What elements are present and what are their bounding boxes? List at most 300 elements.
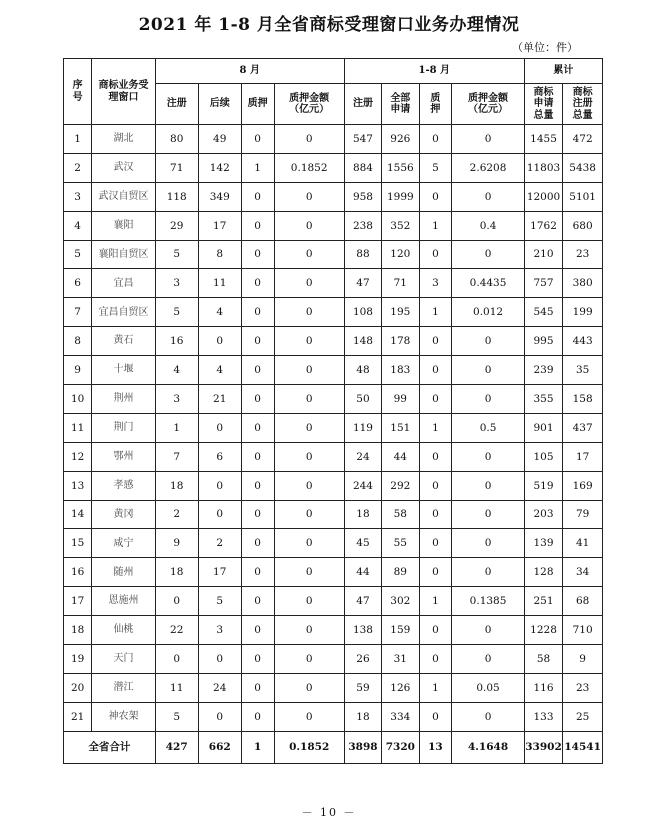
cell-cum-reg: 199 [563, 298, 603, 327]
cell-ytd-all: 292 [382, 471, 419, 500]
cell-seq: 19 [64, 645, 92, 674]
cell-aug-follow: 17 [198, 211, 241, 240]
cell-region: 宜昌 [92, 269, 155, 298]
cell-aug-pledge: 0 [241, 529, 274, 558]
cell-ytd-reg: 50 [344, 385, 381, 414]
cell-aug-pledge: 0 [241, 442, 274, 471]
cell-aug-pledge: 0 [241, 702, 274, 731]
cell-ytd-all: 31 [382, 645, 419, 674]
cell-aug-reg: 3 [155, 385, 198, 414]
cell-ytd-all: 126 [382, 673, 419, 702]
header-ytd-amount: 质押金额（亿元） [452, 84, 524, 125]
cell-ytd-reg: 138 [344, 616, 381, 645]
cell-ytd-pledge: 0 [419, 616, 452, 645]
cell-region: 十堰 [92, 356, 155, 385]
cell-ytd-all: 926 [382, 125, 419, 154]
cell-cum-reg: 5101 [563, 182, 603, 211]
cell-seq: 15 [64, 529, 92, 558]
cell-seq: 6 [64, 269, 92, 298]
header-ytd-all: 全部申请 [382, 84, 419, 125]
cell-aug-reg: 22 [155, 616, 198, 645]
cell-cum-reg: 34 [563, 558, 603, 587]
cell-ytd-all: 334 [382, 702, 419, 731]
cell-cum-reg: 710 [563, 616, 603, 645]
unit-label: （单位：件） [512, 41, 578, 54]
total-aug-reg: 427 [155, 731, 198, 763]
table-row [64, 413, 603, 442]
cell-aug-reg: 18 [155, 471, 198, 500]
cell-region: 襄阳 [92, 211, 155, 240]
cell-cum-apply: 203 [524, 500, 562, 529]
cell-ytd-all: 120 [382, 240, 419, 269]
cell-ytd-amount: 0 [452, 558, 524, 587]
cell-ytd-pledge: 0 [419, 125, 452, 154]
cell-aug-pledge: 0 [241, 269, 274, 298]
total-aug-follow: 662 [198, 731, 241, 763]
cell-ytd-reg: 547 [344, 125, 381, 154]
cell-aug-amount: 0 [274, 587, 344, 616]
cell-ytd-reg: 47 [344, 269, 381, 298]
cell-cum-apply: 210 [524, 240, 562, 269]
cell-aug-reg: 9 [155, 529, 198, 558]
cell-ytd-pledge: 0 [419, 240, 452, 269]
cell-ytd-pledge: 0 [419, 356, 452, 385]
cell-aug-reg: 7 [155, 442, 198, 471]
cell-aug-pledge: 0 [241, 327, 274, 356]
cell-ytd-pledge: 1 [419, 673, 452, 702]
cell-cum-reg: 680 [563, 211, 603, 240]
header-ytd-pledge: 质押 [419, 84, 452, 125]
cell-seq: 12 [64, 442, 92, 471]
cell-ytd-reg: 119 [344, 413, 381, 442]
cell-aug-pledge: 0 [241, 500, 274, 529]
cell-ytd-amount: 0 [452, 442, 524, 471]
cell-cum-apply: 105 [524, 442, 562, 471]
page-number: － 10 － [301, 806, 357, 819]
table-row [64, 327, 603, 356]
header-seq: 序号 [64, 59, 92, 125]
cell-ytd-amount: 0 [452, 356, 524, 385]
cell-ytd-reg: 884 [344, 153, 381, 182]
cell-aug-amount: 0 [274, 645, 344, 674]
cell-ytd-pledge: 0 [419, 385, 452, 414]
cell-aug-follow: 24 [198, 673, 241, 702]
cell-ytd-all: 99 [382, 385, 419, 414]
cell-ytd-amount: 0.012 [452, 298, 524, 327]
cell-aug-follow: 4 [198, 356, 241, 385]
table-row [64, 211, 603, 240]
table-row [64, 385, 603, 414]
header-aug-pledge: 质押 [241, 84, 274, 125]
cell-ytd-reg: 148 [344, 327, 381, 356]
cell-aug-amount: 0 [274, 356, 344, 385]
table-row [64, 182, 603, 211]
cell-aug-follow: 8 [198, 240, 241, 269]
cell-aug-follow: 11 [198, 269, 241, 298]
cell-aug-amount: 0 [274, 385, 344, 414]
cell-seq: 20 [64, 673, 92, 702]
cell-aug-reg: 118 [155, 182, 198, 211]
cell-ytd-reg: 18 [344, 702, 381, 731]
cell-ytd-all: 1999 [382, 182, 419, 211]
table-row [64, 240, 603, 269]
cell-ytd-pledge: 0 [419, 471, 452, 500]
cell-aug-amount: 0 [274, 125, 344, 154]
cell-region: 潜江 [92, 673, 155, 702]
cell-region: 随州 [92, 558, 155, 587]
table-row [64, 471, 603, 500]
cell-ytd-reg: 26 [344, 645, 381, 674]
cell-region: 鄂州 [92, 442, 155, 471]
cell-aug-reg: 5 [155, 298, 198, 327]
cell-seq: 1 [64, 125, 92, 154]
header-window: 商标业务受理窗口 [92, 59, 155, 125]
cell-aug-pledge: 0 [241, 645, 274, 674]
table-row [64, 153, 603, 182]
cell-seq: 8 [64, 327, 92, 356]
cell-aug-reg: 0 [155, 587, 198, 616]
cell-ytd-pledge: 0 [419, 702, 452, 731]
cell-ytd-pledge: 5 [419, 153, 452, 182]
total-ytd-amount: 4.1648 [452, 731, 524, 763]
cell-seq: 3 [64, 182, 92, 211]
table-row [64, 645, 603, 674]
cell-ytd-reg: 18 [344, 500, 381, 529]
cell-aug-amount: 0 [274, 558, 344, 587]
cell-aug-reg: 4 [155, 356, 198, 385]
cell-ytd-all: 89 [382, 558, 419, 587]
cell-region: 仙桃 [92, 616, 155, 645]
cell-cum-apply: 239 [524, 356, 562, 385]
cell-cum-apply: 757 [524, 269, 562, 298]
cell-aug-follow: 0 [198, 702, 241, 731]
cell-seq: 14 [64, 500, 92, 529]
cell-aug-reg: 5 [155, 702, 198, 731]
cell-cum-reg: 79 [563, 500, 603, 529]
cell-region: 宜昌自贸区 [92, 298, 155, 327]
table-row [64, 298, 603, 327]
cell-aug-pledge: 0 [241, 673, 274, 702]
cell-cum-apply: 116 [524, 673, 562, 702]
cell-aug-pledge: 1 [241, 153, 274, 182]
page-title: 2021 年 1-8 月全省商标受理窗口业务办理情况 [138, 15, 520, 35]
cell-aug-amount: 0 [274, 471, 344, 500]
cell-ytd-pledge: 1 [419, 211, 452, 240]
cell-aug-follow: 0 [198, 645, 241, 674]
cell-region: 咸宁 [92, 529, 155, 558]
cell-region: 天门 [92, 645, 155, 674]
cell-cum-reg: 41 [563, 529, 603, 558]
cell-ytd-amount: 0 [452, 645, 524, 674]
cell-ytd-pledge: 0 [419, 558, 452, 587]
cell-aug-amount: 0 [274, 529, 344, 558]
cell-aug-follow: 4 [198, 298, 241, 327]
cell-ytd-reg: 44 [344, 558, 381, 587]
cell-aug-pledge: 0 [241, 211, 274, 240]
cell-aug-amount: 0 [274, 413, 344, 442]
cell-cum-apply: 1762 [524, 211, 562, 240]
cell-cum-reg: 169 [563, 471, 603, 500]
cell-ytd-all: 178 [382, 327, 419, 356]
cell-seq: 2 [64, 153, 92, 182]
cell-seq: 18 [64, 616, 92, 645]
cell-aug-reg: 11 [155, 673, 198, 702]
total-ytd-pledge: 13 [419, 731, 452, 763]
cell-aug-amount: 0.1852 [274, 153, 344, 182]
cell-aug-amount: 0 [274, 211, 344, 240]
total-aug-pledge: 1 [241, 731, 274, 763]
cell-cum-reg: 380 [563, 269, 603, 298]
cell-ytd-amount: 0 [452, 500, 524, 529]
cell-aug-follow: 349 [198, 182, 241, 211]
cell-cum-apply: 1455 [524, 125, 562, 154]
cell-aug-follow: 0 [198, 471, 241, 500]
cell-aug-reg: 80 [155, 125, 198, 154]
total-cum-apply: 33902 [524, 731, 562, 763]
cell-ytd-reg: 59 [344, 673, 381, 702]
cell-aug-follow: 142 [198, 153, 241, 182]
cell-ytd-reg: 238 [344, 211, 381, 240]
header-cum-reg: 商标注册总量 [563, 84, 603, 125]
cell-region: 湖北 [92, 125, 155, 154]
cell-ytd-all: 58 [382, 500, 419, 529]
cell-region: 荆门 [92, 413, 155, 442]
cell-ytd-amount: 0.5 [452, 413, 524, 442]
table-row [64, 616, 603, 645]
cell-aug-reg: 1 [155, 413, 198, 442]
cell-aug-pledge: 0 [241, 298, 274, 327]
cell-aug-follow: 2 [198, 529, 241, 558]
cell-ytd-reg: 24 [344, 442, 381, 471]
cell-ytd-amount: 0.4 [452, 211, 524, 240]
cell-cum-apply: 901 [524, 413, 562, 442]
cell-cum-reg: 472 [563, 125, 603, 154]
cell-cum-apply: 1228 [524, 616, 562, 645]
cell-aug-reg: 16 [155, 327, 198, 356]
cell-cum-apply: 12000 [524, 182, 562, 211]
cell-ytd-amount: 2.6208 [452, 153, 524, 182]
cell-aug-pledge: 0 [241, 471, 274, 500]
cell-aug-pledge: 0 [241, 356, 274, 385]
cell-cum-reg: 23 [563, 673, 603, 702]
cell-cum-reg: 9 [563, 645, 603, 674]
cell-cum-reg: 23 [563, 240, 603, 269]
cell-aug-pledge: 0 [241, 240, 274, 269]
cell-aug-pledge: 0 [241, 616, 274, 645]
cell-ytd-all: 71 [382, 269, 419, 298]
cell-cum-reg: 25 [563, 702, 603, 731]
cell-aug-follow: 6 [198, 442, 241, 471]
cell-region: 恩施州 [92, 587, 155, 616]
cell-region: 孝感 [92, 471, 155, 500]
total-ytd-reg: 3898 [344, 731, 381, 763]
cell-region: 黄冈 [92, 500, 155, 529]
cell-ytd-amount: 0 [452, 182, 524, 211]
header-cum-group: 累计 [524, 59, 602, 84]
cell-region: 荆州 [92, 385, 155, 414]
cell-cum-apply: 58 [524, 645, 562, 674]
cell-seq: 21 [64, 702, 92, 731]
cell-cum-reg: 35 [563, 356, 603, 385]
cell-ytd-pledge: 0 [419, 442, 452, 471]
cell-ytd-reg: 45 [344, 529, 381, 558]
cell-ytd-pledge: 0 [419, 529, 452, 558]
cell-aug-reg: 0 [155, 645, 198, 674]
table-row [64, 702, 603, 731]
cell-ytd-all: 183 [382, 356, 419, 385]
cell-cum-reg: 17 [563, 442, 603, 471]
cell-cum-reg: 158 [563, 385, 603, 414]
total-cum-reg: 14541 [563, 731, 603, 763]
cell-seq: 11 [64, 413, 92, 442]
cell-cum-apply: 545 [524, 298, 562, 327]
cell-aug-amount: 0 [274, 298, 344, 327]
header-aug-amount: 质押金额（亿元） [274, 84, 344, 125]
cell-aug-pledge: 0 [241, 413, 274, 442]
cell-ytd-pledge: 3 [419, 269, 452, 298]
cell-cum-reg: 443 [563, 327, 603, 356]
cell-ytd-amount: 0 [452, 529, 524, 558]
cell-cum-reg: 68 [563, 587, 603, 616]
cell-aug-amount: 0 [274, 500, 344, 529]
table-row [64, 587, 603, 616]
cell-seq: 16 [64, 558, 92, 587]
cell-cum-apply: 139 [524, 529, 562, 558]
cell-aug-follow: 49 [198, 125, 241, 154]
cell-aug-amount: 0 [274, 702, 344, 731]
cell-ytd-reg: 108 [344, 298, 381, 327]
cell-ytd-reg: 958 [344, 182, 381, 211]
table-row [64, 558, 603, 587]
cell-cum-reg: 437 [563, 413, 603, 442]
cell-region: 黄石 [92, 327, 155, 356]
cell-aug-amount: 0 [274, 673, 344, 702]
cell-aug-pledge: 0 [241, 182, 274, 211]
cell-aug-reg: 71 [155, 153, 198, 182]
cell-ytd-reg: 244 [344, 471, 381, 500]
cell-aug-pledge: 0 [241, 385, 274, 414]
cell-ytd-all: 352 [382, 211, 419, 240]
cell-region: 神农架 [92, 702, 155, 731]
cell-cum-apply: 128 [524, 558, 562, 587]
cell-ytd-pledge: 0 [419, 645, 452, 674]
cell-aug-amount: 0 [274, 616, 344, 645]
total-label: 全省合计 [64, 731, 156, 763]
header-aug-follow: 后续 [198, 84, 241, 125]
cell-ytd-amount: 0 [452, 385, 524, 414]
table-row [64, 125, 603, 154]
cell-ytd-pledge: 1 [419, 413, 452, 442]
cell-ytd-amount: 0.4435 [452, 269, 524, 298]
header-aug-group: 8 月 [155, 59, 344, 84]
cell-ytd-pledge: 0 [419, 500, 452, 529]
cell-aug-reg: 3 [155, 269, 198, 298]
total-row [64, 731, 603, 763]
cell-aug-pledge: 0 [241, 558, 274, 587]
cell-ytd-reg: 48 [344, 356, 381, 385]
header-ytd-group: 1-8 月 [344, 59, 524, 84]
cell-aug-follow: 21 [198, 385, 241, 414]
cell-aug-follow: 0 [198, 500, 241, 529]
cell-aug-reg: 18 [155, 558, 198, 587]
cell-ytd-amount: 0 [452, 702, 524, 731]
table-row [64, 673, 603, 702]
cell-aug-follow: 3 [198, 616, 241, 645]
cell-region: 武汉 [92, 153, 155, 182]
cell-aug-follow: 17 [198, 558, 241, 587]
table-row [64, 442, 603, 471]
statistics-table [63, 58, 603, 764]
cell-aug-follow: 0 [198, 327, 241, 356]
cell-ytd-amount: 0 [452, 327, 524, 356]
cell-seq: 7 [64, 298, 92, 327]
cell-aug-reg: 29 [155, 211, 198, 240]
cell-ytd-reg: 47 [344, 587, 381, 616]
table-row [64, 356, 603, 385]
cell-region: 武汉自贸区 [92, 182, 155, 211]
cell-ytd-amount: 0 [452, 616, 524, 645]
cell-ytd-pledge: 1 [419, 587, 452, 616]
cell-seq: 5 [64, 240, 92, 269]
cell-aug-amount: 0 [274, 269, 344, 298]
header-cum-apply: 商标申请总量 [524, 84, 562, 125]
cell-aug-follow: 5 [198, 587, 241, 616]
cell-aug-follow: 0 [198, 413, 241, 442]
header-ytd-reg: 注册 [344, 84, 381, 125]
table-row [64, 269, 603, 298]
cell-cum-apply: 251 [524, 587, 562, 616]
cell-ytd-pledge: 1 [419, 298, 452, 327]
cell-ytd-amount: 0 [452, 240, 524, 269]
cell-ytd-all: 302 [382, 587, 419, 616]
cell-cum-apply: 995 [524, 327, 562, 356]
cell-aug-amount: 0 [274, 327, 344, 356]
cell-ytd-all: 151 [382, 413, 419, 442]
cell-ytd-all: 159 [382, 616, 419, 645]
cell-aug-amount: 0 [274, 240, 344, 269]
cell-seq: 10 [64, 385, 92, 414]
cell-ytd-reg: 88 [344, 240, 381, 269]
cell-seq: 13 [64, 471, 92, 500]
cell-seq: 4 [64, 211, 92, 240]
cell-cum-apply: 11803 [524, 153, 562, 182]
cell-ytd-all: 55 [382, 529, 419, 558]
table-row [64, 500, 603, 529]
total-ytd-all: 7320 [382, 731, 419, 763]
cell-ytd-amount: 0.1385 [452, 587, 524, 616]
header-aug-reg: 注册 [155, 84, 198, 125]
cell-ytd-amount: 0.05 [452, 673, 524, 702]
cell-cum-reg: 5438 [563, 153, 603, 182]
cell-aug-reg: 5 [155, 240, 198, 269]
cell-aug-amount: 0 [274, 442, 344, 471]
cell-ytd-pledge: 0 [419, 182, 452, 211]
cell-cum-apply: 355 [524, 385, 562, 414]
table-row [64, 529, 603, 558]
cell-region: 襄阳自贸区 [92, 240, 155, 269]
cell-aug-pledge: 0 [241, 587, 274, 616]
cell-cum-apply: 133 [524, 702, 562, 731]
cell-ytd-amount: 0 [452, 471, 524, 500]
total-aug-amount: 0.1852 [274, 731, 344, 763]
cell-aug-amount: 0 [274, 182, 344, 211]
cell-ytd-all: 195 [382, 298, 419, 327]
cell-ytd-all: 44 [382, 442, 419, 471]
cell-seq: 17 [64, 587, 92, 616]
cell-aug-reg: 2 [155, 500, 198, 529]
cell-seq: 9 [64, 356, 92, 385]
cell-ytd-amount: 0 [452, 125, 524, 154]
